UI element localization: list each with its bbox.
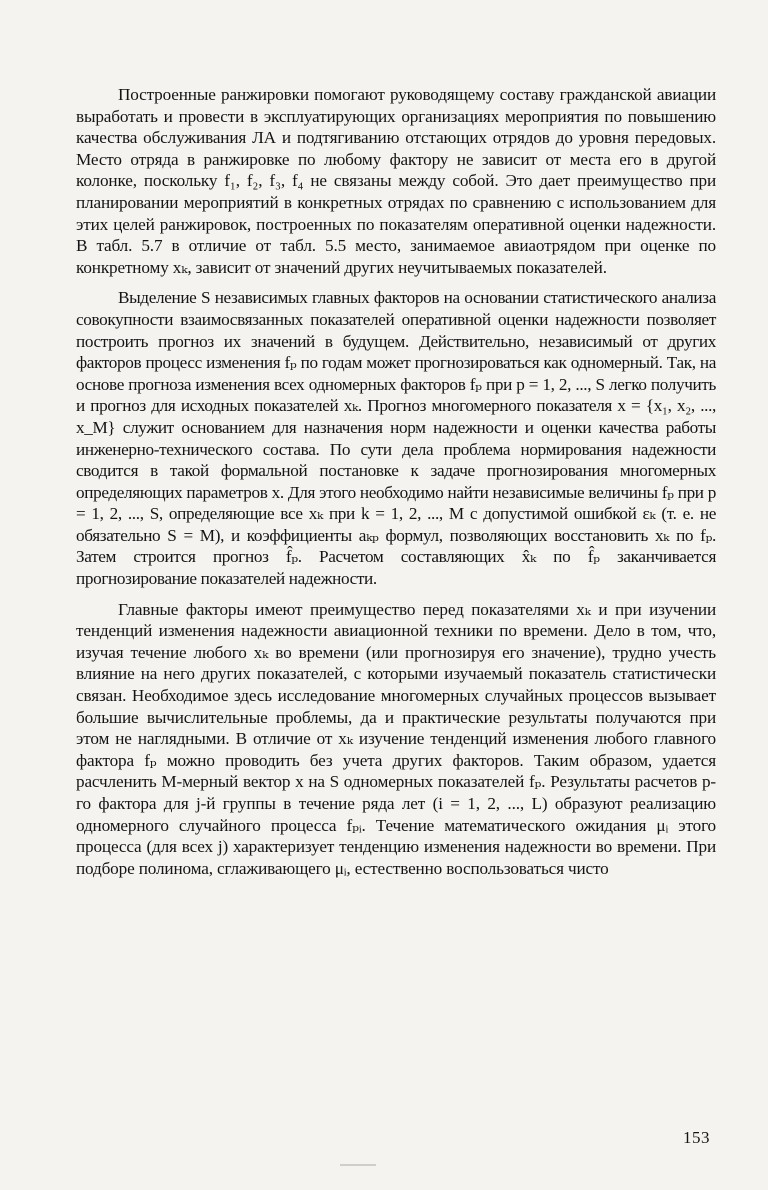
- page-number: 153: [683, 1128, 710, 1147]
- paragraph-trend-analysis: Главные факторы имеют преимущество перед показателями xₖ и при изучении тенденций изменения надежности авиационной техники по времени. Дело в том, что, изучая течение любого xₖ во времени (или прогнозируя его значение), трудно учесть влияние на него других показателей, с которыми изучаемый показатель статистически связан. Необходимое здесь исследование многомерных случайных процессов вызывает большие вычислительные проблемы, да и практические результаты получаются при этом не наглядными. В отличие от xₖ изучение тенденций изменения любого главного фактора fₚ можно проводить без учета других факторов. Таким образом, удается расчленить M-мерный вектор x на S одномерных показателей fₚ. Результаты расчетов p-го фактора для j-й группы в течение ряда лет (i = 1, 2, ..., L) образуют реализацию одномерного случайного процесса fₚᵢ. Течение математического ожидания μᵢ этого процесса (для всех j) характеризует тенденцию изменения надежности во времени. При подборе полинома, сглаживающего μᵢ, естественно воспользоваться чисто: [76, 599, 716, 878]
- scan-speck: [340, 1164, 376, 1166]
- page-text-block: [76, 84, 716, 888]
- paragraph-main-factors-forecast: Выделение S независимых главных факторов на основании статистического анализа совокупности взаимосвязанных показателей оперативной оценки надежности позволяет построить прогноз их значений в будущем. Действительно, независимый от других факторов процесс изменения fₚ по годам может прогнозироваться как одномерный. Так, на основе прогноза изменения всех одномерных факторов fₚ при p = 1, 2, ..., S легко получить и прогноз для исходных показателей xₖ. Прогноз многомерного показателя x = {x₁, x₂, ..., x_M} служит основанием для назначения норм надежности и оценки качества работы инженерно-технического состава. По сути дела проблема нормирования надежности сводится в такой формальной постановке к задаче прогнозирования многомерных определяющих параметров x. Для этого необходимо найти независимые величины fₚ при p = 1, 2, ..., S, определяющие все xₖ при k = 1, 2, ..., M с допустимой ошибкой εₖ (т. е. не обязательно S = M), и коэффициенты aₖₚ формул, позволяющих восстановить xₖ по fₚ. Затем строится прогноз f̂ₚ. Расчетом составляющих x̂ₖ по f̂ₚ заканчивается прогнозирование показателей надежности.: [76, 288, 716, 589]
- paragraph-rankings: Построенные ранжировки помогают руководящему составу гражданской авиации выработать и провести в эксплуатирующих организациях мероприятия по повышению качества обслуживания ЛА и подтягиванию отстающих отрядов до уровня передовых. Место отряда в ранжировке по любому фактору не зависит от места его в другой колонке, поскольку f₁, f₂, f₃, f₄ не связаны между собой. Это дает преимущество при планировании мероприятий в конкретных отрядах по сравнению с использованием для этих целей ранжировок, построенных по показателям оперативной оценки надежности. В табл. 5.7 в отличие от табл. 5.5 место, занимаемое авиаотрядом при оценке по конкретному xₖ, зависит от значений других неучитываемых показателей.: [76, 85, 716, 277]
